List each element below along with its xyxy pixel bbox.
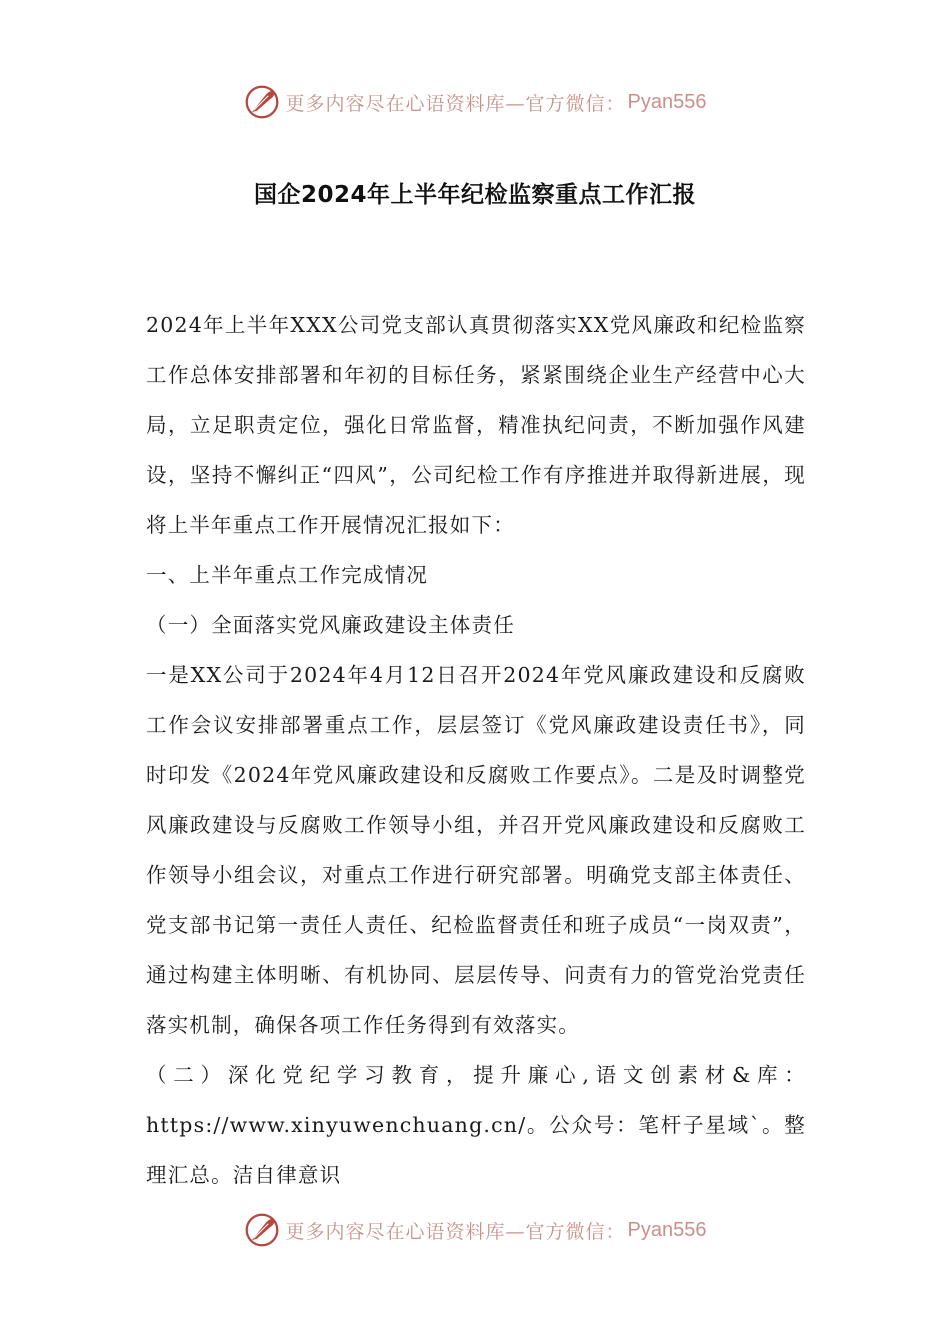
header-watermark: [0, 82, 950, 122]
body-paragraph: 一是XX公司于2024年4月12日召开2024年党风廉政建设和反腐败工作会议安排部署重点工作，层层签订《党风廉政建设责任书》，同时印发《2024年党风廉政建设和反腐败工作要点》。二是及时调整党风廉政建设与反腐败工作领导小组，并召开党风廉政建设和反腐败工作领导小组会议，对重点工作进行研究部署。明确党支部主体责任、党支部书记第一责任人责任、纪检监督责任和班子成员“一岗双责”，通过构建主体明晰、有机协同、层层传导、问责有力的管党治党责任落实机制，确保各项工作任务得到有效落实。: [146, 663, 806, 1037]
section-heading: 一、上半年重点工作完成情况: [146, 563, 429, 587]
subsection-heading-1: （一）全面落实党风廉政建设主体责任: [146, 613, 515, 637]
footer-watermark: [0, 1210, 950, 1250]
subsection-heading-2: （二）深化党纪学习教育，提升廉心,语文创素材&库：https://www.xinyuwenchuang.cn/。公众号：笔杆子星域`。整理汇总。洁自律意识: [146, 1063, 806, 1187]
quill-pen-logo-icon: [244, 84, 280, 120]
watermark-wechat-id: Pyan556: [627, 1218, 707, 1241]
document-body: [146, 300, 806, 1200]
watermark-text: 更多内容尽在心语资料库—官方微信：: [285, 1220, 626, 1243]
intro-paragraph: 2024年上半年XXX公司党支部认真贯彻落实XX党风廉政和纪检监察工作总体安排部署和年初的目标任务，紧紧围绕企业生产经营中心大局，立足职责定位，强化日常监督，精准执纪问责，不断加强作风建设，坚持不懈纠正“四风”，公司纪检工作有序推进并取得新进展，现将上半年重点工作开展情况汇报如下：: [146, 313, 806, 537]
quill-pen-logo-icon: [244, 1212, 280, 1248]
watermark-wechat-id: Pyan556: [627, 90, 707, 113]
watermark-text: 更多内容尽在心语资料库—官方微信：: [285, 92, 626, 115]
document-title: 国企2024年上半年纪检监察重点工作汇报: [253, 182, 696, 208]
